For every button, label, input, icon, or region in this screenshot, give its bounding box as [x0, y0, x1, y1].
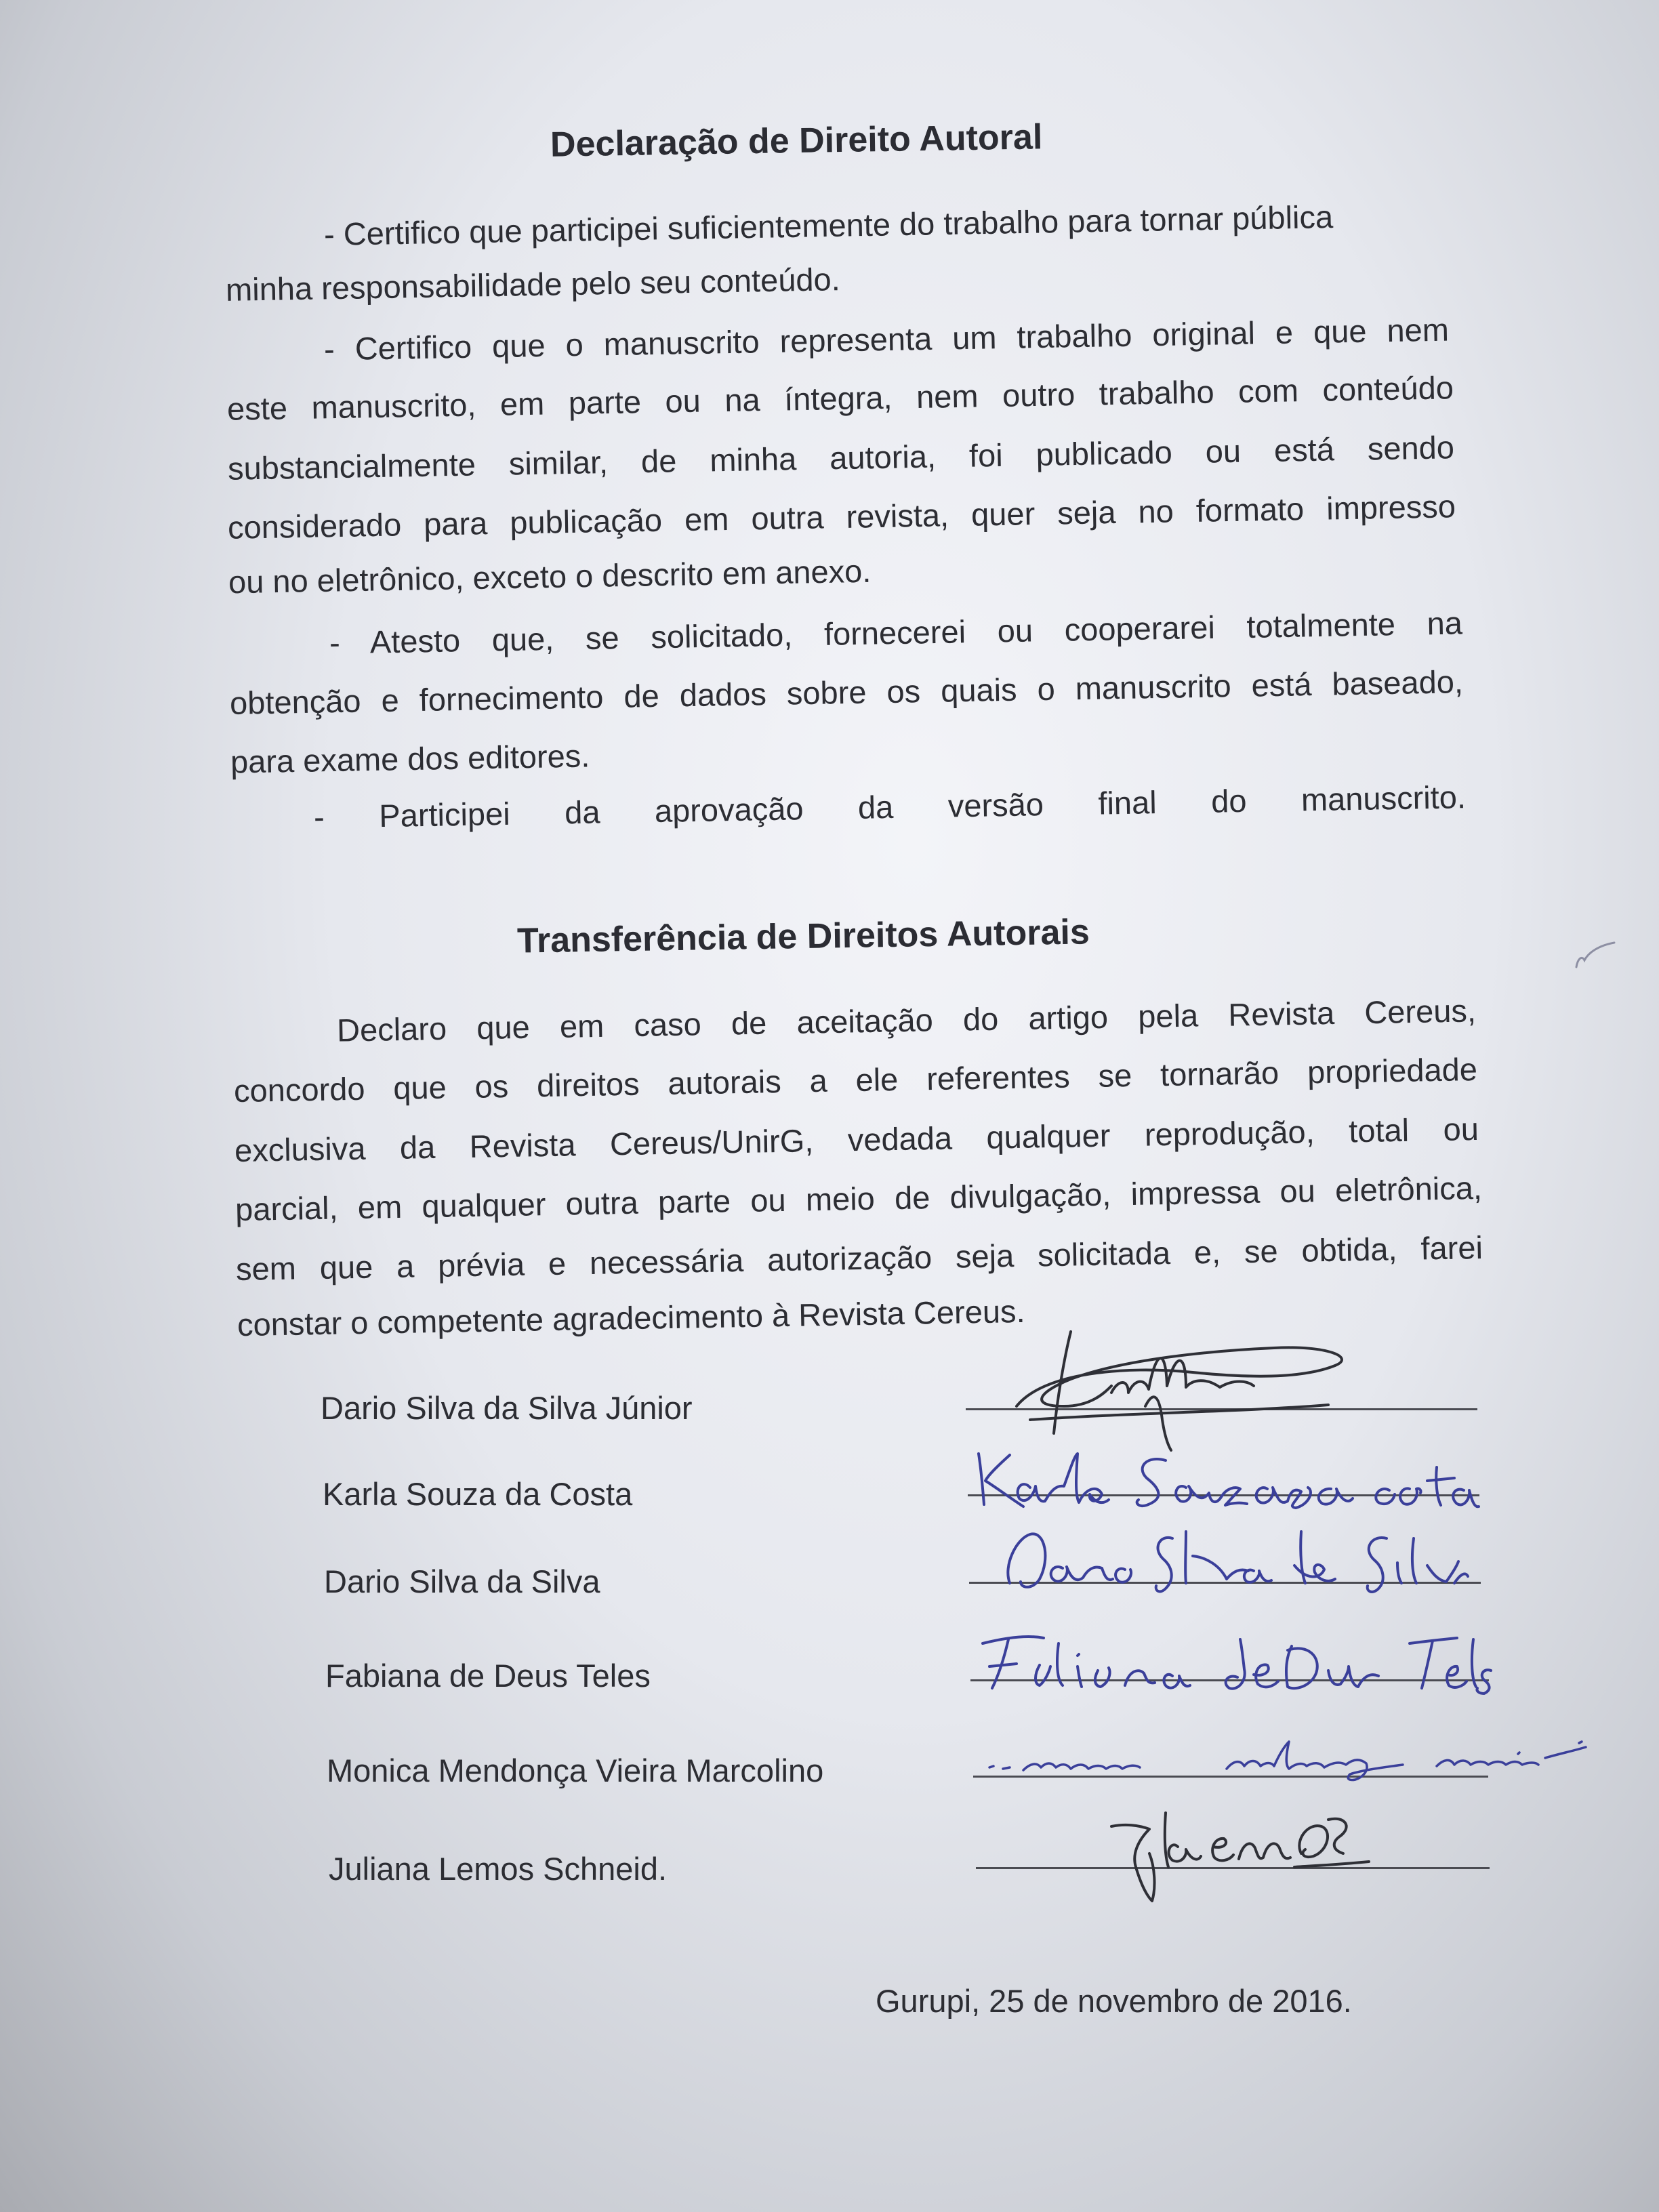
- transfer-line1: Declaro que em caso de aceitação do artigo pela Revista Cereus,: [336, 992, 1477, 1048]
- declaration-p2-line2: este manuscrito, em parte ou na íntegra, nem outro trabalho com conteúdo: [226, 369, 1454, 427]
- signatory-name: Karla Souza da Costa: [323, 1476, 633, 1512]
- transfer-line4: parcial, em qualquer outra parte ou meio de divulgação, impressa ou eletrônica,: [234, 1169, 1483, 1228]
- transfer-line2: concordo que os direitos autorais a ele referentes se tornarão propriedade: [233, 1050, 1478, 1109]
- declaration-p4-line1: - Participei da aprovação da versão final do manuscrito.: [313, 779, 1467, 835]
- declaration-title: Declaração de Direito Autoral: [550, 117, 1043, 165]
- signature-karla: [969, 1440, 1484, 1515]
- checkmark-icon: [1572, 939, 1620, 972]
- declaration-p2-line1: - Certifico que o manuscrito representa um trabalho original e que nem: [323, 311, 1450, 367]
- declaration-p3-line3: para exame dos editores.: [230, 737, 590, 780]
- signature-dario: [983, 1518, 1471, 1606]
- signature-fabiana: [969, 1623, 1498, 1698]
- declaration-p2-line4: considerado para publicação em outra revista, quer seja no formato impresso: [227, 488, 1456, 546]
- transfer-line5: sem que a prévia e necessária autorização seja solicitada e, se obtida, farei: [235, 1229, 1483, 1288]
- signature-juliana: [1098, 1799, 1382, 1908]
- signature-monica: [976, 1727, 1599, 1788]
- declaration-p2-line5: ou no eletrônico, exceto o descrito em anexo.: [228, 552, 872, 600]
- signatory-name: Juliana Lemos Schneid.: [329, 1851, 668, 1887]
- transfer-line6: constar o competente agradecimento à Revista Cereus.: [237, 1292, 1025, 1343]
- signatory-name: Dario Silva da Silva: [324, 1563, 600, 1599]
- place-date: Gurupi, 25 de novembro de 2016.: [876, 1983, 1352, 2019]
- declaration-p1-line2: minha responsabilidade pelo seu conteúdo.: [225, 261, 841, 308]
- signatory-name: Dario Silva da Silva Júnior: [321, 1390, 693, 1426]
- transfer-line3: exclusiva da Revista Cereus/UnirG, vedada qualquer reprodução, total ou: [234, 1110, 1479, 1169]
- declaration-p3-line2: obtenção e fornecimento de dados sobre os quais o manuscrito está baseado,: [229, 663, 1464, 721]
- declaration-p3-line1: - Atesto que, se solicitado, fornecerei ou cooperarei totalmente na: [329, 605, 1463, 661]
- signatory-name: Monica Mendonça Vieira Marcolino: [327, 1753, 824, 1788]
- declaration-p2-line3: substancialmente similar, de minha autoria, foi publicado ou está sendo: [227, 429, 1455, 487]
- transfer-title: Transferência de Direitos Autorais: [516, 912, 1090, 961]
- signatory-name: Fabiana de Deus Teles: [325, 1658, 651, 1694]
- declaration-p1-line1: - Certifico que participei suficientemente do trabalho para tornar pública: [323, 199, 1334, 252]
